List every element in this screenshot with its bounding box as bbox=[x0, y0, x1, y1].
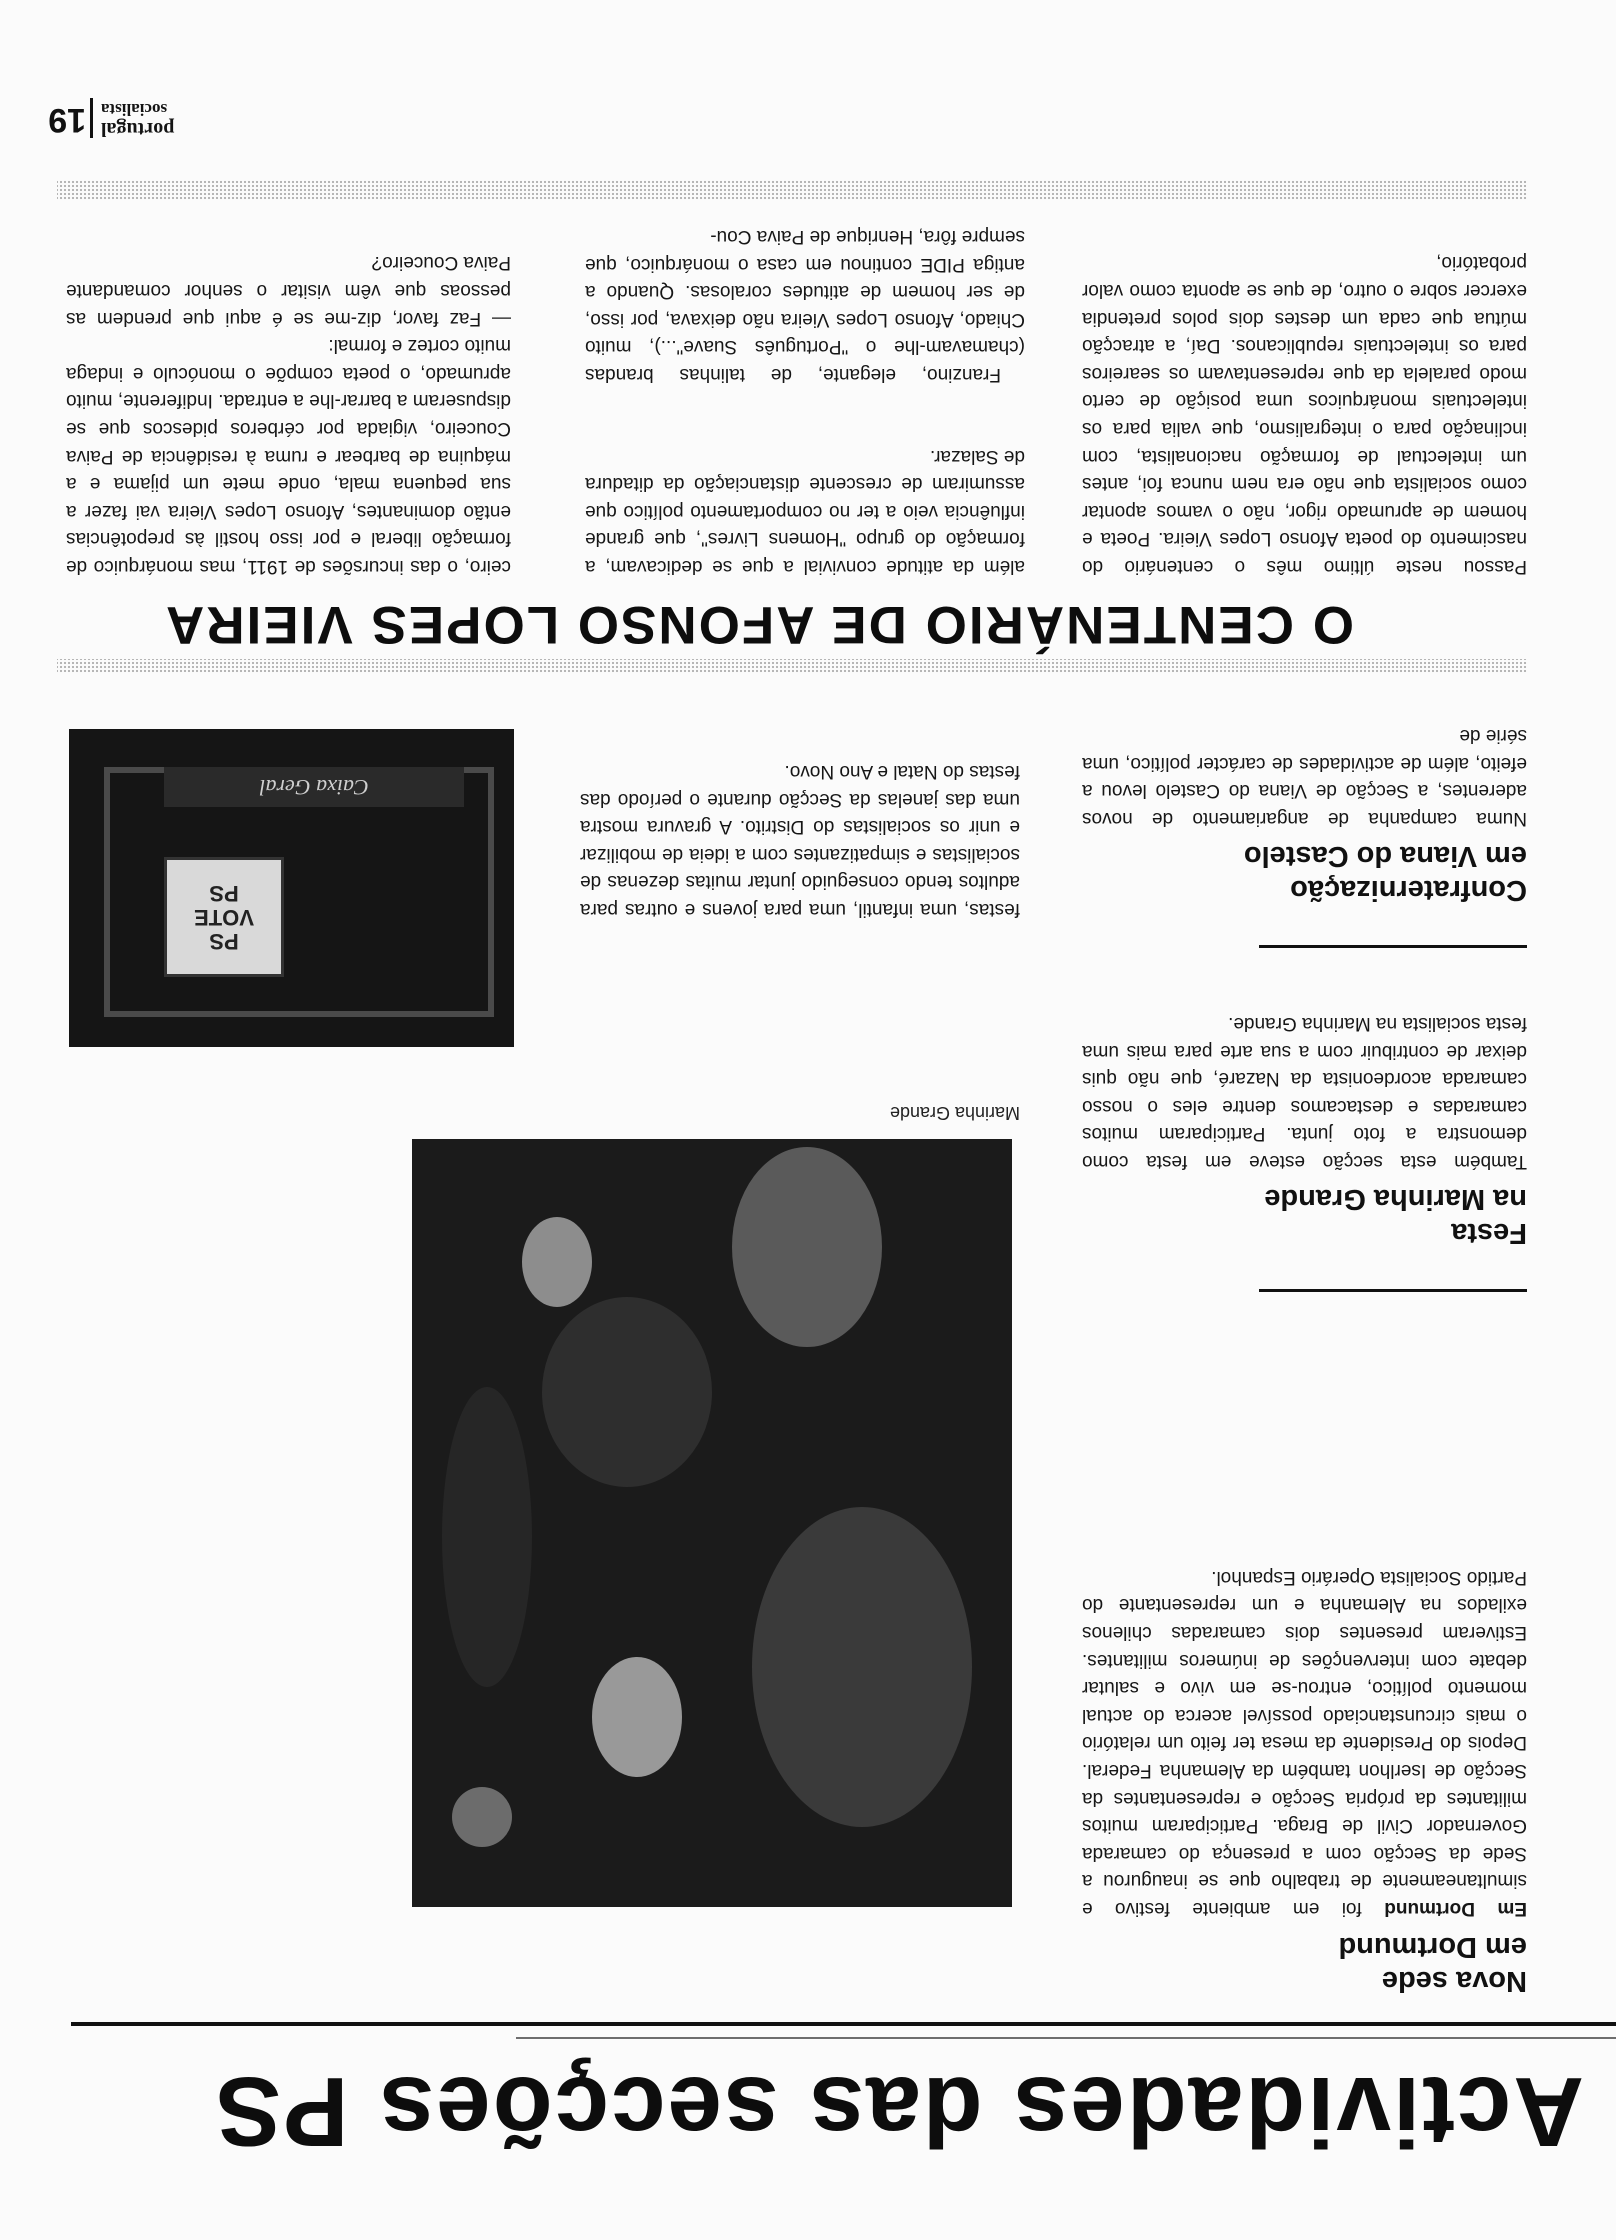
masthead bbox=[101, 100, 206, 138]
footer-divider bbox=[90, 98, 93, 138]
dortmund-rule bbox=[1259, 1289, 1527, 1292]
article-col-2b: Franzino, elegante, de talinhas brandas (chamavam-lhe o "Português Suave"...), muito Chiado, Afonso Lopes Vieira não deixava, por isso, de ser homem de atitudes coralosas. Quando a antiga PIDE continou em casa o monárquico, que sempre fôra, Henrique de Paiva Cou- bbox=[585, 226, 1025, 385]
photo-face bbox=[522, 1217, 592, 1307]
marinha-grande-photo bbox=[412, 1139, 1012, 1907]
article-col-1: Passou neste último mês o centenário do nascimento do poeta Afonso Lopes Vieira. Poeta e homem de aprumado rigor, não o vamos apontar como socialista que não era nem nunca foi, antes um intelectual de formação nacionalista, com inclinação para o integralismo, que valia para os intelectuais monárquicos uma posição de certo modo paralela da que representavam os seareiros para os intelectuais republicanos. Daí, a atracção mútua que cada um destes dois polos pretendia exercer sobre o outro, de que se aponta como valor probatório, bbox=[1082, 252, 1527, 577]
article-title: O CENTENÁRIO DE AFONSO LOPES VIEIRA bbox=[164, 595, 1354, 654]
window-sign bbox=[164, 767, 464, 807]
header-rule-thin bbox=[516, 2037, 1616, 2039]
sign-text: Caixa Geral bbox=[259, 775, 369, 800]
masthead-line-2: socialista bbox=[101, 100, 168, 119]
dortmund-body-lead: Em Dortmund bbox=[1384, 1898, 1527, 1919]
photo-figure bbox=[442, 1387, 532, 1687]
photo-figure bbox=[752, 1507, 972, 1827]
photo-light bbox=[452, 1787, 512, 1847]
photo-figure bbox=[592, 1657, 682, 1777]
marinha-rule bbox=[1259, 945, 1527, 948]
viana-window-photo bbox=[69, 729, 514, 1047]
photo-figure bbox=[732, 1147, 882, 1347]
viana-heading: Confraternização em Viana do Castelo bbox=[1243, 840, 1527, 906]
article-top-screen bbox=[57, 659, 1527, 673]
poster-text: PS VOTE PS bbox=[194, 881, 254, 954]
article-col-2a: além da atitude convivial a que se dedicavam, a formação do grupo "Homens Livres", que grande influência veio a ter no comportamento político que assumiram de crescente distanciação da ditadura de Salazar. bbox=[585, 445, 1025, 577]
marinha-body: Também esta secção esteve em festa como demonstra a foto junta. Participaram muitos camaradas e destacamos dentre eles o nosso camarada acordeonista da Nazaré, que não quis deixar de contribuir com a sua arte para mais uma festa socialista na Marinha Grande. bbox=[1082, 1013, 1527, 1172]
dortmund-heading: Nova sede em Dortmund bbox=[1338, 1931, 1527, 1997]
header-rule bbox=[71, 2022, 1616, 2026]
marinha-photo-caption: Marinha Grande bbox=[889, 1103, 1020, 1123]
photo-figure bbox=[542, 1297, 712, 1487]
marinha-heading: Festa na Marinha Grande bbox=[1264, 1183, 1527, 1249]
page-title: Actividades das secções PS bbox=[213, 2057, 1584, 2167]
article-col-3: ceiro, o das incursões de 1911, mas monárquico de formação liberal e por isso hostil às prepotências então dominantes, Afonso Lopes Vieira vai fazer a sua pequena mala, onde mete um pijama e a máquina de barbear e ruma à residência de Paiva Couceiro, vigiada por cérberos pidescos que se dispuseram a barrar-lhe a entrada. Indiferente, muito aprumado, o poeta compõe o monóculo e indaga muito cortez e formal: — Faz favor, diz-me se é aqui que prendem as pessoas que vêm visitar o senhor comandante Paiva Couceiro? bbox=[66, 252, 511, 577]
viana-body: Numa campanha de angariamento de novos aderentes, a Secção de Viana do Castelo levou a efeito, além de actividades de carácter político, uma série de bbox=[1082, 725, 1527, 829]
window-poster bbox=[164, 857, 284, 977]
article-bottom-screen bbox=[57, 180, 1527, 200]
masthead-line-1: portugal bbox=[101, 118, 175, 140]
page-number: 19 bbox=[48, 101, 86, 139]
dortmund-body bbox=[1082, 1563, 1527, 1922]
viana-body-continued: festas, uma infantil, uma para jovens e outras para adultos tendo conseguido juntar muitas dezenas de socialistas e simpatizantes com a ideia de mobilizar e unir os socialistas do Distrito. A gravura mostra uma das janelas da Secção durante o período das festas do Natal e Ano Novo. bbox=[580, 761, 1020, 920]
dortmund-body-text: foi em ambiente festivo e simultaneamente de trabalho que se inaugurou a Sede da Secção com a presença do camarada Governador Civil de Braga. Participaram muitos militantes da própria Secção e representantes da Secção de Iserlhon também da Alemanha Federal. Depois do Presidente da mesa ter feito um relatório o mais circunstanciado possível acerca do actual momento político, entrou-se em vivo e salutar debate com intervenções de inúmeros militantes. Estiveram presentes dois camaradas chilenos exilados na Alemanha e um representante do Partido Socialista Operário Espanhol. bbox=[1081, 1566, 1527, 1919]
